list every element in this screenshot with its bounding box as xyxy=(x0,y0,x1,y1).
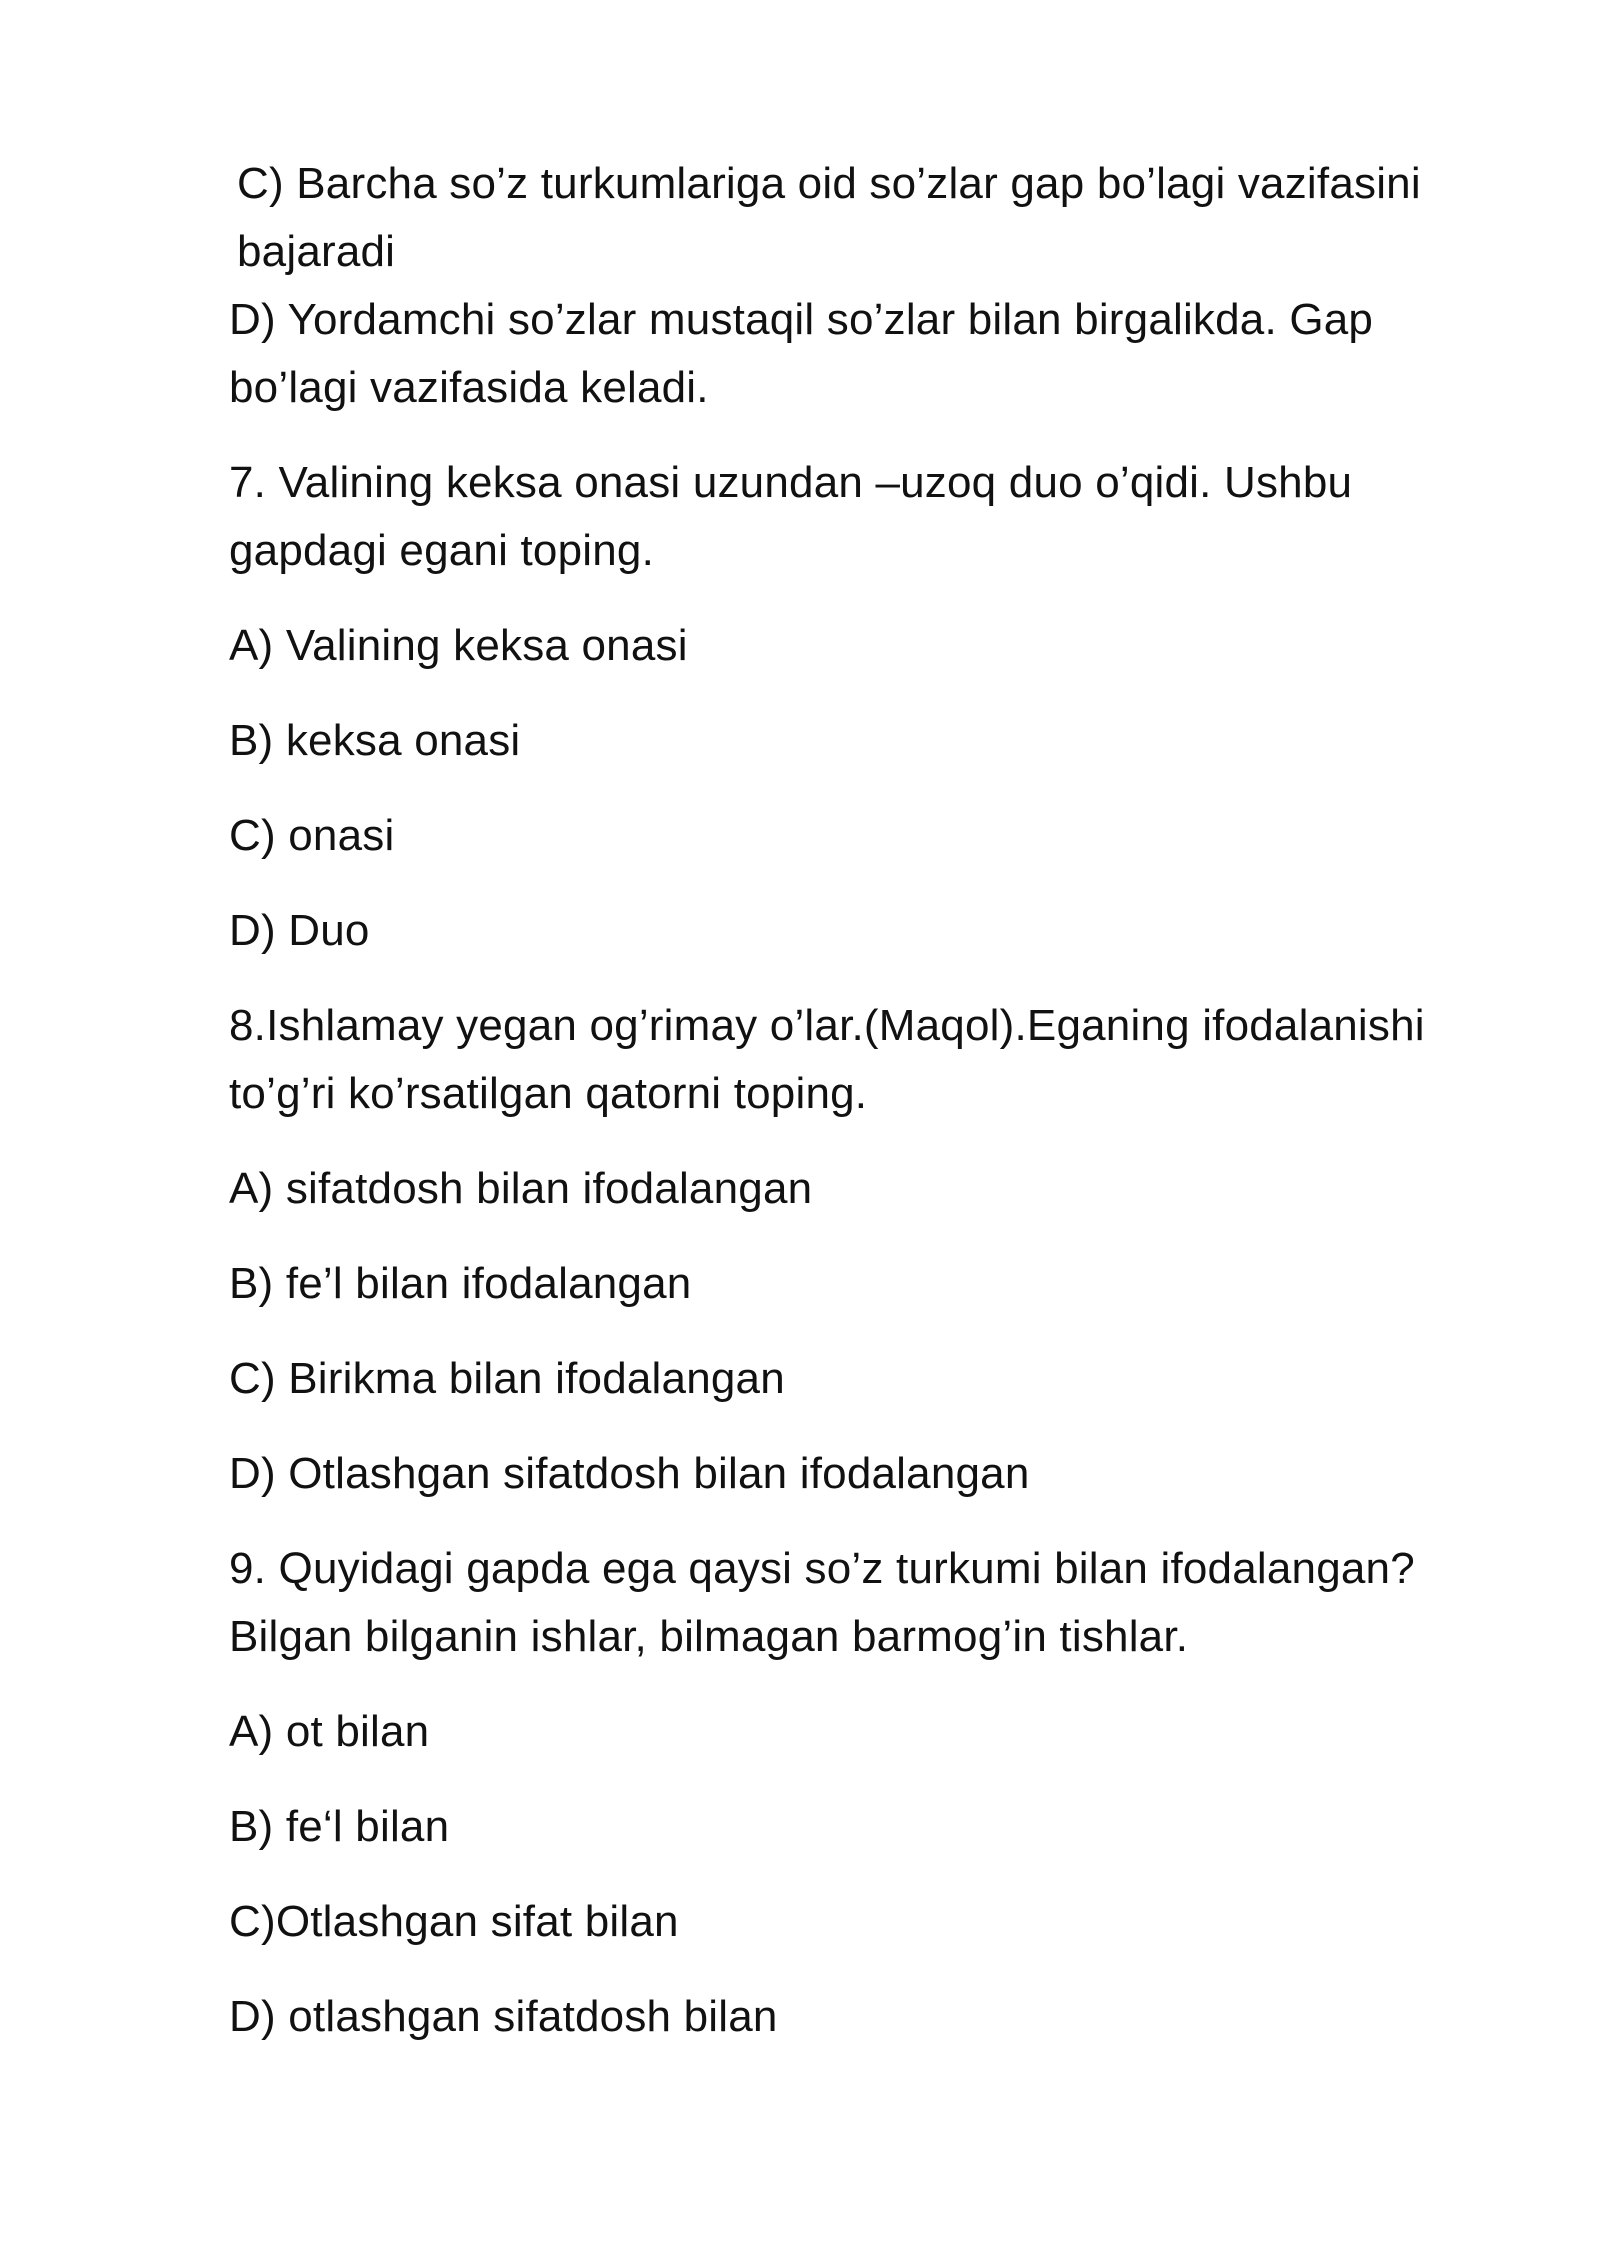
prev-option-d: D) Yordamchi so’zlar mustaqil so’zlar bilan birgalikda. Gap bo’lagi vazifasida keladi. xyxy=(229,295,1374,412)
q7-option-b: B) keksa onasi xyxy=(229,716,521,765)
document-body xyxy=(229,150,1429,2078)
q7-option-d: D) Duo xyxy=(229,906,370,955)
q8-option-a: A) sifatdosh bilan ifodalangan xyxy=(229,1164,813,1213)
question-9: 9. Quyidagi gapda ega qaysi so’z turkumi bilan ifodalangan? Bilgan bilganin ishlar, bilmagan barmog’in tishlar. xyxy=(229,1544,1415,1661)
prev-option-c: C) Barcha so’z turkumlariga oid so’zlar gap bo’lagi vazifasini bajaradi xyxy=(237,159,1421,276)
q9-option-c: C)Otlashgan sifat bilan xyxy=(229,1897,679,1946)
question-7: 7. Valining keksa onasi uzundan –uzoq duo o’qidi. Ushbu gapdagi egani toping. xyxy=(229,458,1353,575)
q9-option-a: A) ot bilan xyxy=(229,1707,430,1756)
question-8: 8.Ishlamay yegan og’rimay o’lar.(Maqol).Eganing ifodalanishi to’g’ri ko’rsatilgan qatorni toping. xyxy=(229,1001,1425,1118)
q7-option-a: A) Valining keksa onasi xyxy=(229,621,688,670)
q9-option-d: D) otlashgan sifatdosh bilan xyxy=(229,1992,778,2041)
q8-option-b: B) fe’l bilan ifodalangan xyxy=(229,1259,692,1308)
q7-option-c: C) onasi xyxy=(229,811,395,860)
q8-option-c: C) Birikma bilan ifodalangan xyxy=(229,1354,785,1403)
q9-option-b: B) fe‘l bilan xyxy=(229,1802,450,1851)
q8-option-d: D) Otlashgan sifatdosh bilan ifodalangan xyxy=(229,1449,1030,1498)
